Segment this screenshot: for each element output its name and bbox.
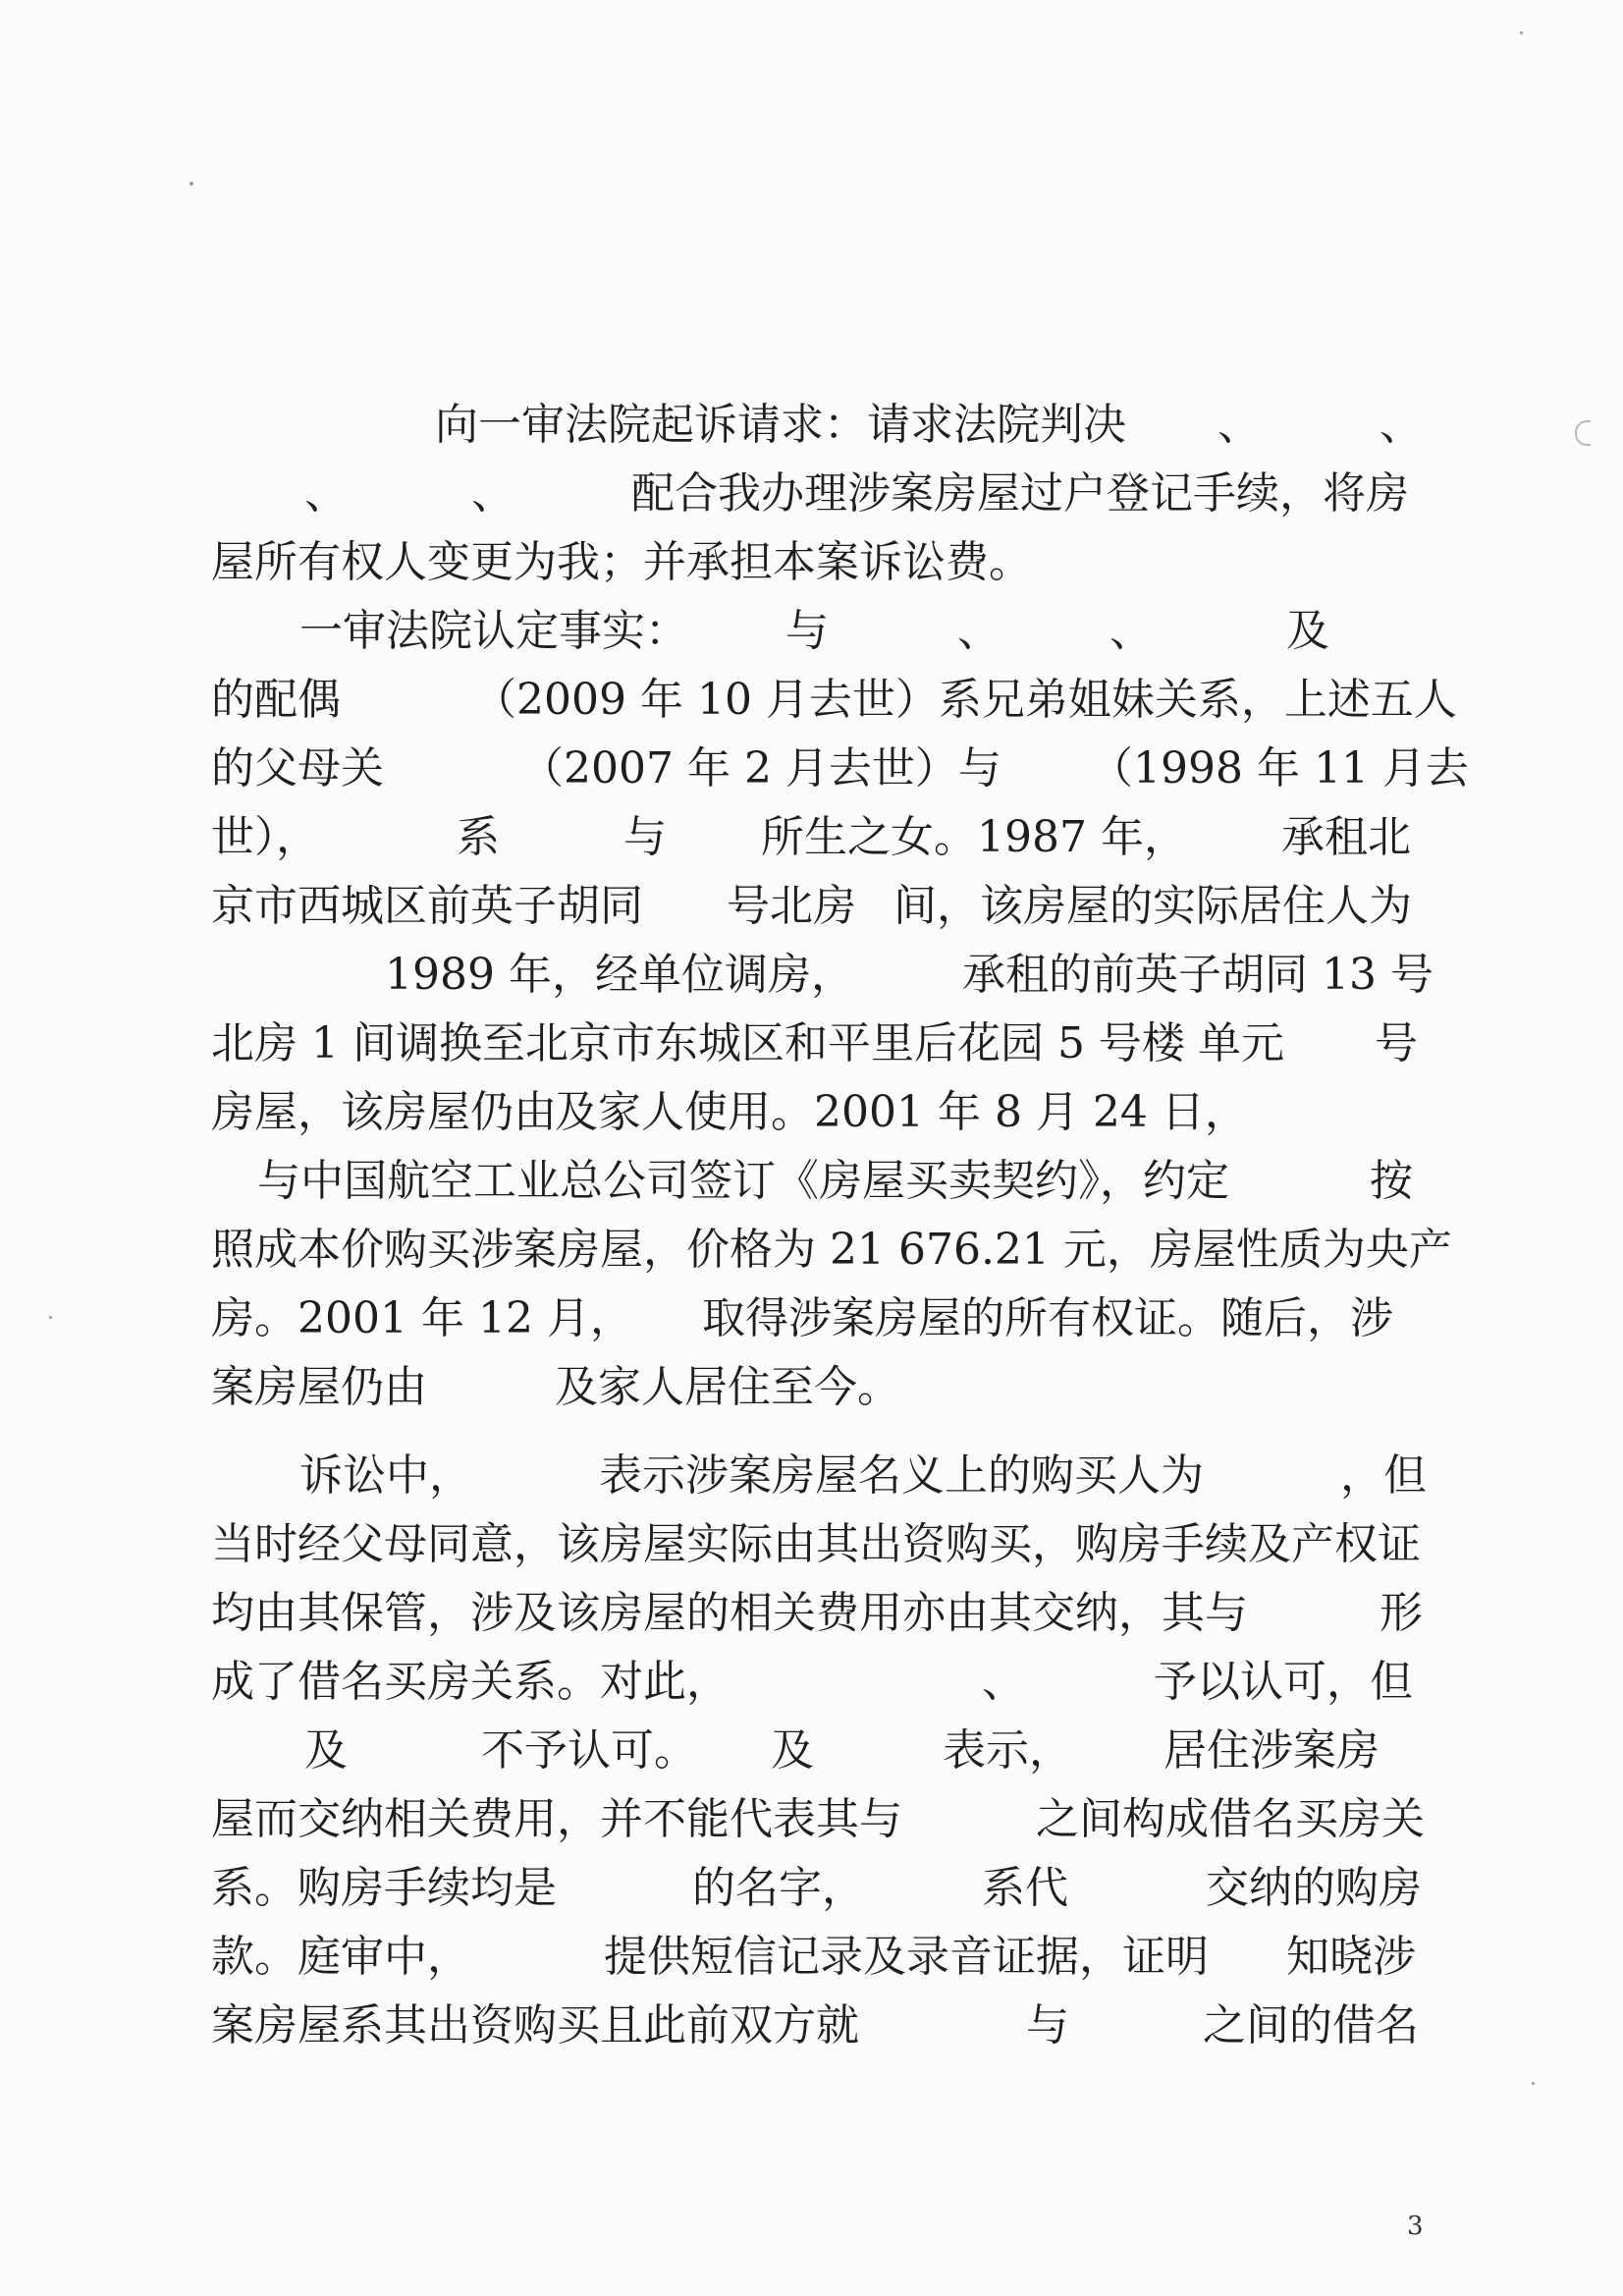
text-segment: 系。购房手续均是: [211, 1863, 557, 1913]
text-segment: 案房屋系其出资购买且此前双方就: [211, 2000, 859, 2050]
text-segment: 号: [1375, 1018, 1418, 1068]
text-segment: 承租北: [1281, 812, 1411, 862]
scan-speck: [1520, 31, 1523, 34]
text-segment: 形: [1380, 1588, 1423, 1638]
text-segment: ，但: [1340, 1450, 1427, 1501]
text-segment: 系: [457, 812, 500, 862]
scan-speck: [49, 1316, 52, 1319]
text-segment: 、: [304, 468, 348, 519]
text-segment: 的配偶: [211, 675, 341, 725]
text-segment: 居住涉案房: [1163, 1725, 1380, 1776]
text-segment: 及: [1286, 606, 1329, 656]
text-segment: 、: [471, 468, 514, 519]
text-segment: 当时经父母同意，该房屋实际由其出资购买，购房手续及产权证: [211, 1519, 1421, 1569]
text-segment: 与: [785, 606, 829, 656]
text-segment: 号北房: [727, 881, 856, 931]
text-segment: 的名字，: [692, 1863, 865, 1913]
text-segment: 表示，: [943, 1725, 1072, 1776]
text-segment: 所生之女。1987 年，: [761, 812, 1187, 862]
text-segment: 予以认可，但: [1154, 1657, 1413, 1707]
text-segment: 及家人居住至今。: [555, 1362, 900, 1412]
text-segment: 之间的借名: [1203, 2000, 1419, 2050]
text-segment: 与中国航空工业总公司签订《房屋买卖契约》，约定: [257, 1156, 1229, 1206]
text-segment: 诉讼中，: [299, 1450, 472, 1501]
text-segment: （1998 年 11 月去: [1090, 743, 1469, 793]
scan-mark: [1575, 420, 1591, 446]
text-segment: 配合我办理涉案房屋过户登记手续，将房: [631, 468, 1409, 519]
text-segment: 及: [771, 1725, 814, 1776]
text-segment: 世），: [211, 812, 319, 862]
scan-speck: [189, 182, 193, 186]
text-segment: 按: [1370, 1156, 1413, 1206]
text-segment: 款。庭审中，: [211, 1932, 470, 1982]
text-segment: 房。2001 年 12 月，: [211, 1293, 633, 1343]
text-segment: 一审法院认定事实：: [299, 606, 688, 656]
scan-speck: [1532, 2082, 1535, 2085]
text-segment: 京市西城区前英子胡同: [211, 881, 643, 931]
text-segment: 均由其保管，涉及该房屋的相关费用亦由其交纳，其与: [211, 1588, 1248, 1638]
text-segment: 取得涉案房屋的所有权证。随后，涉: [702, 1293, 1393, 1343]
text-segment: 屋而交纳相关费用，并不能代表其与: [211, 1794, 902, 1844]
text-segment: 与: [1026, 2000, 1069, 2050]
text-segment: 成了借名买房关系。对此，: [211, 1657, 730, 1707]
text-segment: 及家人使用。2001 年 8 月 24 日，: [555, 1087, 1248, 1137]
text-segment: 屋所有权人变更为我；并承担本案诉讼费。: [211, 537, 1032, 587]
text-segment: 单元: [1198, 1018, 1284, 1068]
text-segment: （2009 年 10 月去世）系兄弟姐妹关系，上述五人: [473, 675, 1457, 725]
text-segment: 提供短信记录及录音证据，证明: [604, 1932, 1209, 1982]
text-segment: 1989 年，经单位调房，: [385, 950, 854, 1000]
page-number: 3: [1407, 2212, 1424, 2241]
text-segment: 与: [623, 812, 667, 862]
text-segment: 、: [1217, 400, 1261, 450]
text-segment: 案房屋仍由: [211, 1362, 427, 1412]
text-segment: 、: [1109, 606, 1153, 656]
text-segment: 知晓涉: [1286, 1932, 1416, 1982]
text-segment: 的父母关: [211, 743, 384, 793]
text-segment: 系代: [982, 1863, 1068, 1913]
text-segment: 照成本价购买涉案房屋，价格为 21 676.21 元，房屋性质为央产: [211, 1225, 1452, 1275]
text-segment: 、: [1380, 400, 1423, 450]
text-segment: 、: [982, 1657, 1025, 1707]
text-segment: 向一审法院起诉请求：请求法院判决: [435, 400, 1126, 450]
text-segment: 之间构成借名买房关: [1036, 1794, 1425, 1844]
text-segment: 、: [957, 606, 1001, 656]
text-segment: 房屋，该房屋仍由: [211, 1087, 557, 1137]
text-segment: 间，该房屋的实际居住人为: [893, 881, 1412, 931]
text-segment: 北房 1 间调换至北京市东城区和平里后花园 5 号楼: [211, 1018, 1185, 1068]
text-segment: 表示涉案房屋名义上的购买人为: [599, 1450, 1204, 1501]
text-segment: 不予认可。: [481, 1725, 697, 1776]
text-segment: （2007 年 2 月去世）与: [520, 743, 1001, 793]
text-segment: 及: [304, 1725, 348, 1776]
text-segment: 承租的前英子胡同 13 号: [962, 950, 1434, 1000]
text-segment: 交纳的购房: [1206, 1863, 1422, 1913]
